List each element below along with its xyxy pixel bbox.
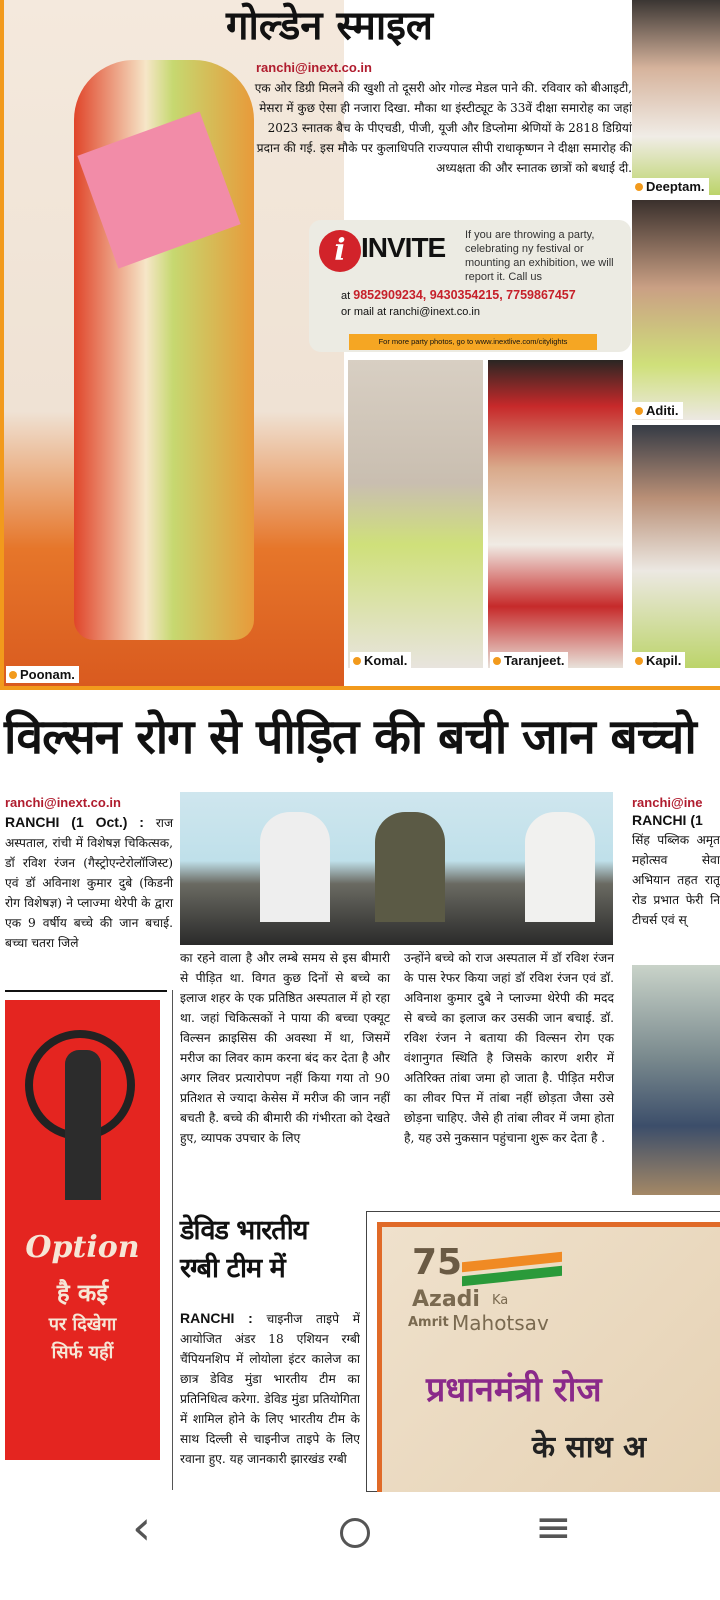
photo-taranjeet (488, 360, 623, 668)
feature-body: एक ओर डिग्री मिलने की खुशी तो दूसरी ओर गोल्ड मेडल पाने की. रविवार को बीआइटी, मेसरा में कुछ ऐसा ही नजारा दिखा. मौका था इंस्टीट्यूट के 33वें दीक्षा समारोह का जहां 2023 स्नातक बैच के पीएचडी, पीजी, यूजी और डिप्लोमा श्रेणियों के 2818 डिग्रियां प्रदान की गई. इस मौके पर कुलाधिपति राज्यपाल सीपी राधाकृष्णन ने दीक्षा समारोह की अध्यक्षता की और स्नातक छात्रों को बधाई दी. (254, 81, 632, 175)
azadi-hindi2: के साथ अ (532, 1430, 647, 1465)
caption-komal: Komal. (350, 652, 411, 669)
ad-line2: पर दिखेगा (48, 1314, 117, 1335)
navigation-bar (0, 1492, 720, 1600)
feature-section (0, 0, 720, 690)
back-button[interactable]: ‹ (132, 1500, 152, 1556)
story-dateline: RANCHI (1 Oct.) : (5, 814, 144, 830)
feature-title: गोल्डेन स्माइल (226, 3, 434, 49)
rugby-text: चाइनीज ताइपे में आयोजित अंडर 18 एशियन रग्बी चैंपियनशिप में लोयोला इंटर कालेज का छात्र डेविड मुंडा भारतीय टीम का प्रतिनिधित्व करेगा. डेविड मुंडा प्रतियोगिता में शामिल होने के लिए भारतीय टीम के साथ दिल्ली से चाइनीज ताइपे के लिए रवाना हुए. यह जानकारी झारखंड रग्बी (180, 1312, 360, 1466)
story-col1 (5, 812, 173, 953)
azadi-amrit: Amrit (408, 1315, 449, 1330)
side-photo (632, 965, 720, 1195)
invite-footer: For more party photos, go to www.inextlive.com/citylights (349, 334, 597, 350)
caption-aditi: Aditi. (632, 402, 683, 419)
invite-box (309, 220, 631, 352)
businessman-icon (65, 1050, 101, 1200)
story-col2: का रहने वाला है और लम्बे समय से इस बीमारी से पीड़ित था. विगत कुछ दिनों से बच्चे का इलाज शहर के एक प्रतिष्ठित अस्पताल में हो रहा था. जहां चिकित्सकों ने पाया की बच्चा एक्यूट विल्सन क्राइसिस की अवस्था में था, जिसमें मरीज का लिवर काम करना बंद कर देता है और अगर लिवर प्रत्यारोपण नहीं किया गया तो 90 प्रतिशत से ज्यादा केसेस में मरीज की जान नहीं बचती है. बच्चे की बीमारी की गंभीरता को देखते हुए, व्यापक उपचार के लिए (180, 951, 390, 1145)
story-photo (180, 792, 613, 945)
rugby-body (180, 1308, 360, 1492)
photo-kapil (632, 425, 720, 668)
invite-logo-icon: i (319, 230, 361, 272)
story-headline: विल्सन रोग से पीड़ित की बची जान बच्चो (4, 709, 696, 765)
story-col3: उन्होंने बच्चे को राज अस्पताल में डॉ रविश रंजन के पास रेफर किया जहां डॉ रविश रंजन एवं डॉ. अविनाश कुमार दुबे ने प्लाज्मा थेरेपी की मदद से बच्चे का इलाज कर उसकी जान बचाई. डॉ. रविश रंजन ने बताया की विल्सन रोग एक वंशानुगत स्थिति है जिसके कारण शरीर में अतिरिक्त तांबा जमा हो जाता है. पीड़ित मरीज का लीवर पित्त में तांबा नहीं छोड़ता जैसा उसे छोड़ना चाहिए. जैसे ही तांबा लीवर में जमा होता है, यह उसे नुकसान पहुंचाना शुरू कर देता है . (404, 951, 614, 1145)
ad-word: Option (25, 1230, 140, 1265)
story-email: ranchi@inext.co.in (5, 795, 121, 810)
story-col1-text: राज अस्पताल, रांची में विशेषज्ञ चिकित्सक, डॉ रविश रंजन (गैस्ट्रोएन्टेरोलॉजिस्ट) एवं डॉ अविनाश कुमार दुबे (किडनी रोग विशेषज्ञ) ने प्लाज्मा थेरेपी के द्वारा एक 9 वर्षीय बच्चे की जान बचाई. बच्चा चतरा जिले (5, 816, 173, 950)
azadi-text: Azadi (412, 1287, 480, 1312)
azadi-mahotsav: Mahotsav (452, 1311, 549, 1335)
ad-line3: सिर्फ यहीं (51, 1342, 114, 1363)
invite-phones: 9852909234, 9430354215, 7759867457 (353, 288, 576, 302)
side-email: ranchi@ine (632, 795, 703, 810)
invite-text: If you are throwing a party, celebrating ny festival or mounting an exhibition, we will report it. Call us (465, 229, 614, 283)
rugby-headline: डेविड भारतीय रग्बी टीम में (180, 1215, 308, 1284)
photo-komal (348, 360, 483, 668)
invite-logo-word: INVITE (361, 232, 446, 263)
rugby-dateline: RANCHI : (180, 1310, 253, 1326)
home-button[interactable] (340, 1518, 370, 1548)
photo-deeptam (632, 0, 720, 195)
caption-taranjeet: Taranjeet. (490, 652, 568, 669)
azadi-hindi1: प्रधानमंत्री रोज (426, 1370, 602, 1410)
caption-kapil: Kapil. (632, 652, 685, 669)
invite-mail: or mail at ranchi@inext.co.in (341, 306, 480, 318)
photo-aditi (632, 200, 720, 420)
feature-email: ranchi@inext.co.in (256, 60, 372, 75)
side-text: सिंह पब्लिक अमृत महोत्सव सेवा अभियान तहत रातू रोड प्रभात फेरी नि टीचर्स एवं स् (632, 833, 720, 927)
caption-poonam: Poonam. (6, 666, 79, 683)
caption-deeptam: Deeptam. (632, 178, 709, 195)
azadi-75-logo-icon: 75 (412, 1242, 463, 1283)
recent-apps-button[interactable]: ≡ (535, 1502, 572, 1553)
ad-line1: है कई (56, 1279, 109, 1307)
invite-phone-prefix: at (341, 290, 351, 302)
azadi-ka: Ka (492, 1293, 509, 1308)
option-ad[interactable] (5, 1000, 160, 1490)
azadi-ad[interactable] (366, 1211, 720, 1492)
side-dateline: RANCHI (1 (632, 812, 703, 828)
